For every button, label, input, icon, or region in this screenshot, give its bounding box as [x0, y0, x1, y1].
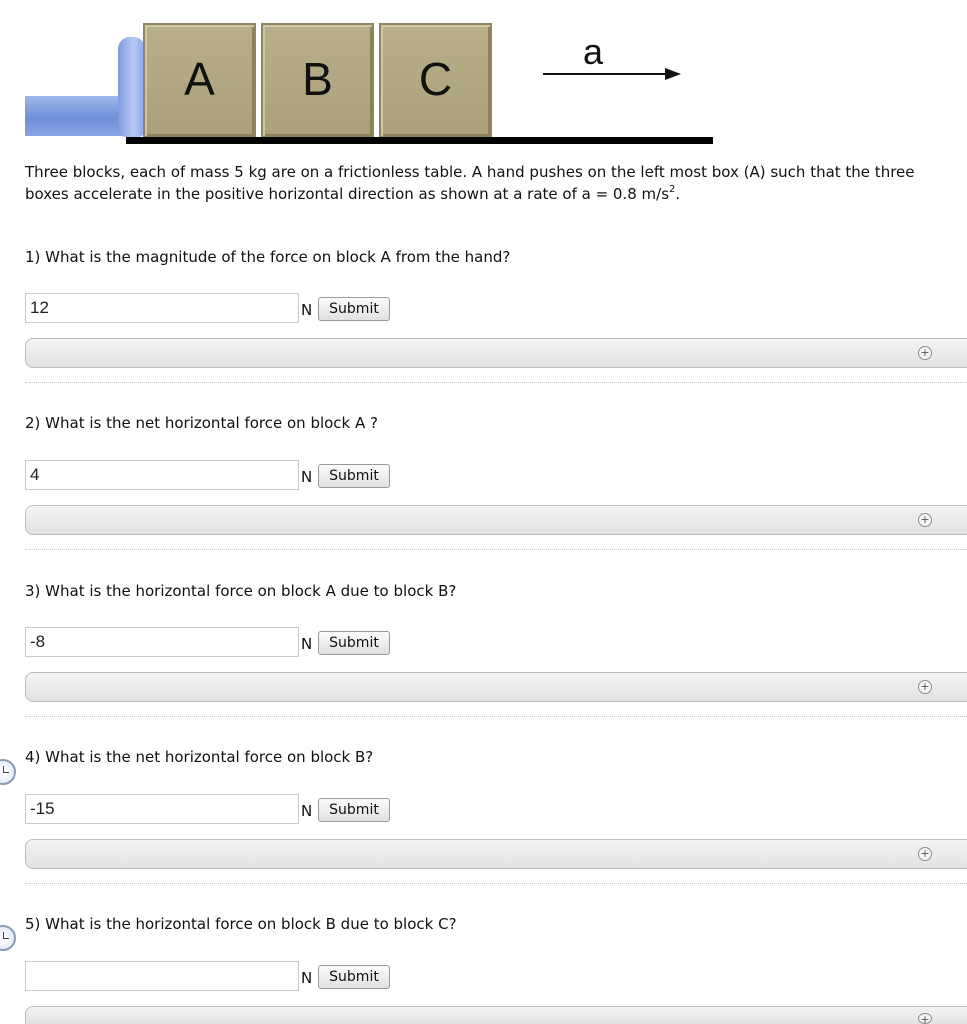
question-text: 3) What is the horizontal force on block A due to block B? [25, 582, 457, 600]
submit-button-1[interactable]: Submit [318, 297, 390, 321]
block-c-label: C [418, 53, 453, 105]
clock-icon [0, 759, 16, 785]
problem-statement [25, 161, 960, 205]
question-text: 5) What is the horizontal force on block B due to block C? [25, 915, 457, 933]
answer-input-3[interactable] [25, 627, 299, 657]
plus-circle-icon[interactable]: + [918, 1013, 932, 1024]
submit-button-3[interactable]: Submit [318, 631, 390, 655]
problem-figure [0, 0, 967, 160]
unit-label: N [301, 635, 313, 653]
submit-button-4[interactable]: Submit [318, 798, 390, 822]
block-b [261, 23, 374, 138]
plus-circle-icon[interactable]: + [918, 513, 932, 527]
submit-button-5[interactable]: Submit [318, 965, 390, 989]
submit-button-2[interactable]: Submit [318, 464, 390, 488]
problem-text-end: . [675, 185, 681, 203]
clock-icon [0, 925, 16, 951]
unit-label: N [301, 969, 313, 987]
hand-illustration [118, 37, 144, 137]
divider [25, 549, 967, 550]
divider [25, 382, 967, 383]
table-surface [126, 137, 713, 144]
answer-input-2[interactable] [25, 460, 299, 490]
hint-expander-3[interactable] [25, 672, 967, 702]
answer-input-5[interactable] [25, 961, 299, 991]
hint-expander-4[interactable] [25, 839, 967, 869]
question-text: 2) What is the net horizontal force on block A ? [25, 414, 378, 432]
block-c [379, 23, 492, 138]
problem-text: Three blocks, each of mass 5 kg are on a frictionless table. A hand pushes on the left most box (A) such that the three boxes accelerate in the positive horizontal direction as shown at a rate of a = 0.8 m/s [25, 163, 915, 203]
unit-label: N [301, 468, 313, 486]
unit-label: N [301, 301, 313, 319]
acceleration-label: a [583, 31, 604, 72]
divider [25, 883, 967, 884]
hint-expander-2[interactable] [25, 505, 967, 535]
exponent: 2 [669, 184, 676, 195]
unit-label: N [301, 802, 313, 820]
plus-circle-icon[interactable]: + [918, 680, 932, 694]
plus-circle-icon[interactable]: + [918, 847, 932, 861]
block-b-label: B [302, 53, 333, 105]
question-text: 1) What is the magnitude of the force on block A from the hand? [25, 248, 511, 266]
divider [25, 716, 967, 717]
hint-expander-5[interactable] [25, 1006, 967, 1024]
block-a-label: A [184, 53, 215, 105]
hint-expander-1[interactable] [25, 338, 967, 368]
question-text: 4) What is the net horizontal force on block B? [25, 748, 374, 766]
answer-input-4[interactable] [25, 794, 299, 824]
block-a [143, 23, 256, 138]
acceleration-arrow-icon [543, 66, 683, 82]
plus-circle-icon[interactable]: + [918, 346, 932, 360]
answer-input-1[interactable] [25, 293, 299, 323]
